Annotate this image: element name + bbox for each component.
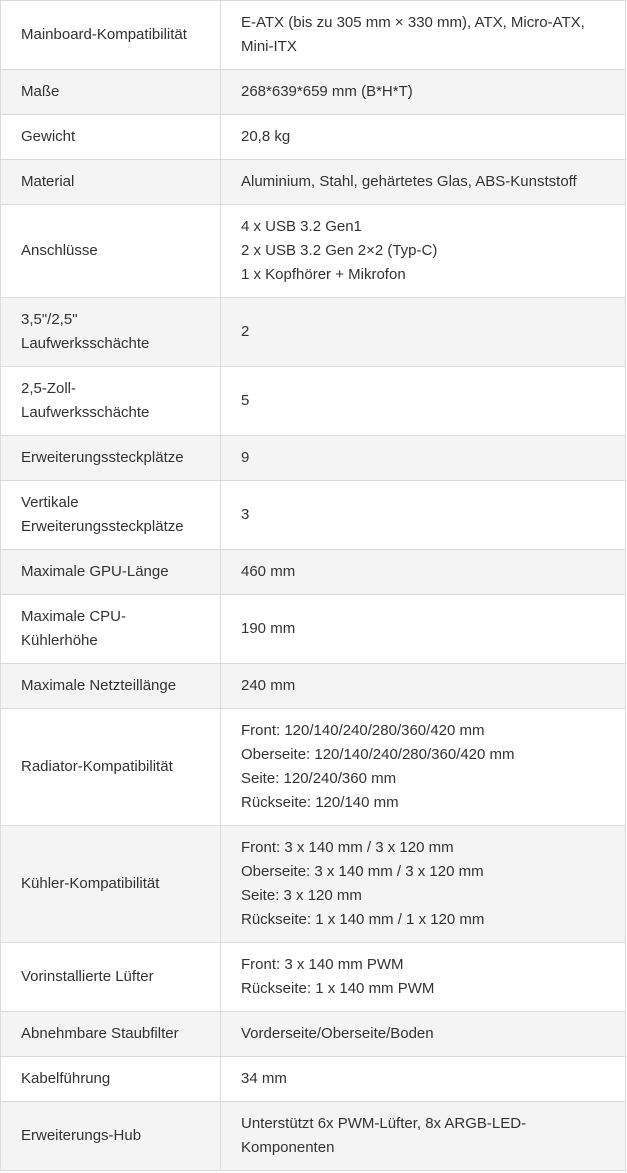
spec-label: Mainboard-Kompatibilität	[1, 1, 221, 70]
spec-value-line: 34 mm	[241, 1070, 287, 1087]
spec-row	[1, 709, 626, 826]
spec-value	[221, 1, 626, 70]
spec-value-line: Rückseite: 1 x 140 mm / 1 x 120 mm	[241, 911, 485, 928]
spec-label: Abnehmbare Staubfilter	[1, 1012, 221, 1057]
spec-row	[1, 1102, 626, 1171]
spec-row	[1, 367, 626, 436]
spec-value	[221, 70, 626, 115]
spec-label: Kabelführung	[1, 1057, 221, 1102]
spec-row	[1, 70, 626, 115]
spec-label: Vorinstallierte Lüfter	[1, 943, 221, 1012]
spec-value-line: Oberseite: 3 x 140 mm / 3 x 120 mm	[241, 863, 484, 880]
spec-label: Erweiterungs-Hub	[1, 1102, 221, 1171]
spec-label: Maximale CPU-Kühlerhöhe	[1, 595, 221, 664]
spec-value-line: 4 x USB 3.2 Gen1	[241, 218, 362, 235]
spec-value	[221, 298, 626, 367]
spec-value	[221, 664, 626, 709]
spec-label: Radiator-Kompatibilität	[1, 709, 221, 826]
spec-value	[221, 826, 626, 943]
spec-row	[1, 115, 626, 160]
spec-label: Material	[1, 160, 221, 205]
spec-row	[1, 298, 626, 367]
spec-value	[221, 436, 626, 481]
spec-value	[221, 115, 626, 160]
spec-value	[221, 1102, 626, 1171]
spec-value-line: Front: 120/140/240/280/360/420 mm	[241, 722, 485, 739]
spec-value-line: Oberseite: 120/140/240/280/360/420 mm	[241, 746, 515, 763]
spec-value-line: Front: 3 x 140 mm PWM	[241, 956, 404, 973]
spec-row	[1, 481, 626, 550]
spec-value	[221, 595, 626, 664]
spec-row	[1, 943, 626, 1012]
spec-value-line: 460 mm	[241, 563, 296, 580]
spec-value-line: Rückseite: 120/140 mm	[241, 794, 399, 811]
spec-label: Kühler-Kompatibilität	[1, 826, 221, 943]
spec-row	[1, 664, 626, 709]
spec-value-line: Rückseite: 1 x 140 mm PWM	[241, 980, 435, 997]
spec-value-line: Vorderseite/Oberseite/Boden	[241, 1025, 434, 1042]
spec-value-line: 2 x USB 3.2 Gen 2×2 (Typ-C)	[241, 242, 438, 259]
spec-row	[1, 436, 626, 481]
spec-value	[221, 205, 626, 298]
spec-label: 3,5"/2,5" Laufwerksschächte	[1, 298, 221, 367]
spec-value-line: 190 mm	[241, 620, 296, 637]
spec-row	[1, 595, 626, 664]
spec-row	[1, 550, 626, 595]
spec-value-line: 20,8 kg	[241, 128, 291, 145]
spec-value-line: 3	[241, 506, 250, 523]
spec-row	[1, 826, 626, 943]
spec-value-line: 9	[241, 449, 250, 466]
spec-value-line: 1 x Kopfhörer + Mikrofon	[241, 266, 406, 283]
spec-value-line: Aluminium, Stahl, gehärtetes Glas, ABS-Kunststoff	[241, 173, 577, 190]
spec-row	[1, 160, 626, 205]
spec-value	[221, 367, 626, 436]
spec-value-line: Front: 3 x 140 mm / 3 x 120 mm	[241, 839, 454, 856]
spec-label: 2,5-Zoll-Laufwerksschächte	[1, 367, 221, 436]
spec-label: Vertikale Erweiterungssteckplätze	[1, 481, 221, 550]
spec-value	[221, 709, 626, 826]
spec-row	[1, 1057, 626, 1102]
spec-value	[221, 481, 626, 550]
spec-value-line: 2	[241, 323, 250, 340]
spec-value	[221, 943, 626, 1012]
spec-label: Maße	[1, 70, 221, 115]
spec-row	[1, 1012, 626, 1057]
spec-value	[221, 1057, 626, 1102]
spec-label: Gewicht	[1, 115, 221, 160]
spec-label: Maximale Netzteillänge	[1, 664, 221, 709]
spec-value-line: 5	[241, 392, 250, 409]
spec-value-line: Seite: 120/240/360 mm	[241, 770, 397, 787]
spec-label: Maximale GPU-Länge	[1, 550, 221, 595]
spec-value	[221, 1012, 626, 1057]
spec-value-line: Seite: 3 x 120 mm	[241, 887, 362, 904]
spec-value-line: 240 mm	[241, 677, 296, 694]
spec-label: Erweiterungssteckplätze	[1, 436, 221, 481]
spec-row	[1, 205, 626, 298]
spec-table-body	[1, 1, 626, 1171]
spec-value	[221, 160, 626, 205]
spec-label: Anschlüsse	[1, 205, 221, 298]
spec-row	[1, 1, 626, 70]
spec-value-line: E-ATX (bis zu 305 mm × 330 mm), ATX, Micro-ATX, Mini-ITX	[241, 14, 585, 55]
spec-value	[221, 550, 626, 595]
spec-value-line: 268*639*659 mm (B*H*T)	[241, 83, 413, 100]
spec-value-line: Unterstützt 6x PWM-Lüfter, 8x ARGB-LED-Komponenten	[241, 1115, 527, 1156]
